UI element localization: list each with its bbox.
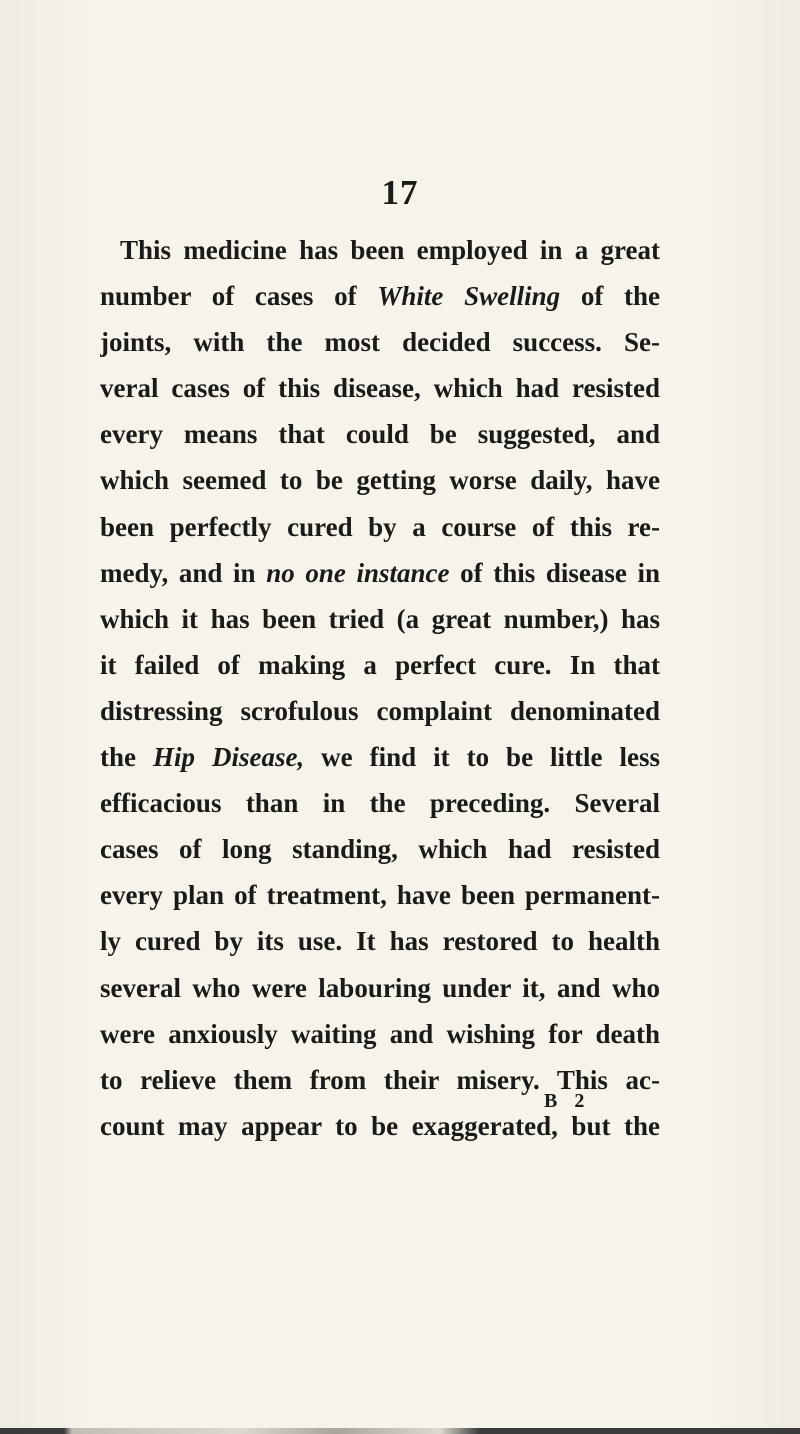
text-line: efficacious than in the preceding. Several xyxy=(100,788,660,819)
text-line: been perfectly cured by a course of this re- xyxy=(100,511,660,542)
page-number: 17 xyxy=(381,173,419,212)
text-line: which it has been tried (a great number,) has xyxy=(100,603,660,634)
body-text xyxy=(100,227,660,1149)
text-line: cases of long standing, which had resisted xyxy=(100,834,660,865)
text-line: which seemed to be getting worse daily, have xyxy=(100,465,660,496)
text-line: joints, with the most decided success. Se- xyxy=(100,327,660,358)
text-line: medy, and in no one instance of this disease in xyxy=(100,557,660,588)
text-line: were anxiously waiting and wishing for death xyxy=(100,1018,660,1049)
text-line: This medicine has been employed in a great xyxy=(120,235,660,265)
text-line: count may appear to be exaggerated, but the xyxy=(100,1110,660,1141)
text-line: every plan of treatment, have been permanent- xyxy=(100,880,660,911)
signature-mark: B 2 xyxy=(544,1090,591,1112)
text-line: the Hip Disease, we find it to be little less xyxy=(100,742,660,773)
text-line: number of cases of White Swelling of the xyxy=(100,281,660,312)
page-bottom-edge xyxy=(0,1428,800,1434)
text-line: distressing scrofulous complaint denominated xyxy=(100,695,660,726)
text-line: veral cases of this disease, which had resisted xyxy=(100,373,660,404)
text-line: ly cured by its use. It has restored to health xyxy=(100,926,660,957)
italic-term: Hip Disease, xyxy=(152,742,305,773)
text-line: to relieve them from their misery. This ac- xyxy=(100,1064,660,1095)
text-line: several who were labouring under it, and who xyxy=(100,972,660,1003)
text-line: it failed of making a perfect cure. In that xyxy=(100,649,660,680)
italic-term: White Swelling xyxy=(377,281,561,312)
text-line: every means that could be suggested, and xyxy=(100,419,660,450)
italic-phrase: no one instance xyxy=(266,557,450,588)
